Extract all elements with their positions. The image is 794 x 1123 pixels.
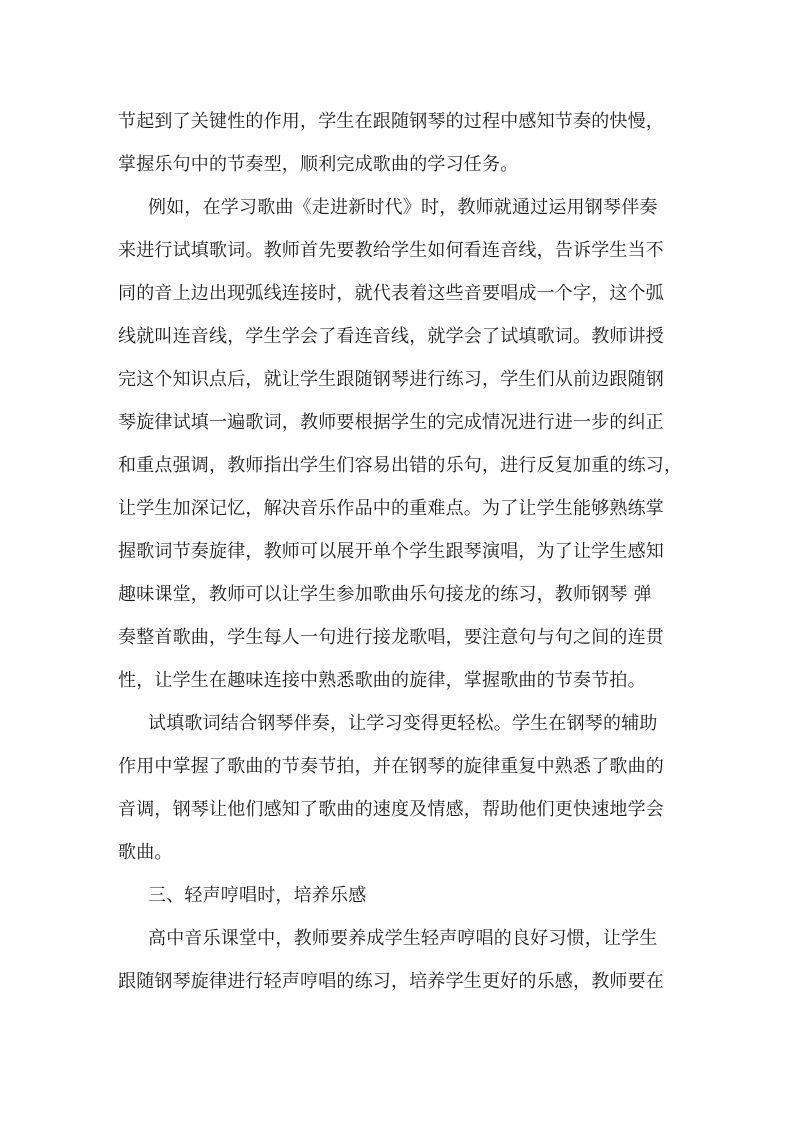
- text-line: 琴旋律试填一遍歌词，教师要根据学生的完成情况进行进一步的纠正: [118, 412, 664, 433]
- text-line: 来进行试填歌词。教师首先要教给学生如何看连音线，告诉学生当不: [118, 240, 664, 261]
- text-line: 跟随钢琴旋律进行轻声哼唱的练习，培养学生更好的乐感，教师要在: [118, 971, 664, 992]
- paragraph-first-line: 高中音乐课堂中，教师要养成学生轻声哼唱的良好习惯，让学生: [148, 928, 658, 949]
- text-line: 让学生加深记忆，解决音乐作品中的重难点。为了让学生能够熟练掌: [118, 498, 664, 519]
- text-line: 性，让学生在趣味连接中熟悉歌曲的旋律，掌握歌曲的节奏节拍。: [118, 670, 646, 691]
- text-line: 握歌词节奏旋律，教师可以展开单个学生跟琴演唱，为了让学生感知: [118, 541, 664, 562]
- body-text: [118, 100, 683, 1003]
- text-line: 作用中掌握了歌曲的节奏节拍，并在钢琴的旋律重复中熟悉了歌曲的: [118, 756, 664, 777]
- paragraph-first-line: 试填歌词结合钢琴伴奏，让学习变得更轻松。学生在钢琴的辅助: [148, 713, 658, 734]
- text-line: 音调，钢琴让他们感知了歌曲的速度及情感，帮助他们更快速地学会: [118, 799, 664, 820]
- text-line: 趣味课堂，教师可以让学生参加歌曲乐句接龙的练习，教师钢琴 弹: [118, 584, 652, 605]
- text-line: 节起到了关键性的作用，学生在跟随钢琴的过程中感知节奏的快慢，: [118, 111, 664, 132]
- text-line: 线就叫连音线，学生学会了看连音线，就学会了试填歌词。教师讲授: [118, 326, 664, 347]
- text-line: 掌握乐句中的节奏型，顺利完成歌曲的学习任务。: [118, 154, 519, 175]
- text-line: 奏整首歌曲，学生每人一句进行接龙歌唱，要注意句与句之间的连贯: [118, 627, 664, 648]
- section-heading: 三、轻声哼唱时，培养乐感: [148, 885, 367, 906]
- text-line: 同的音上边出现弧线连接时，就代表着这些音要唱成一个字，这个弧: [118, 283, 664, 304]
- paragraph-first-line: 例如，在学习歌曲《走进新时代》时，教师就通过运用钢琴伴奏: [148, 197, 658, 218]
- text-line: 完这个知识点后，就让学生跟随钢琴进行练习，学生们从前边跟随钢: [118, 369, 664, 390]
- text-line: 歌曲。: [118, 842, 173, 863]
- text-line: 和重点强调，教师指出学生们容易出错的乐句，进行反复加重的练习，: [118, 455, 683, 476]
